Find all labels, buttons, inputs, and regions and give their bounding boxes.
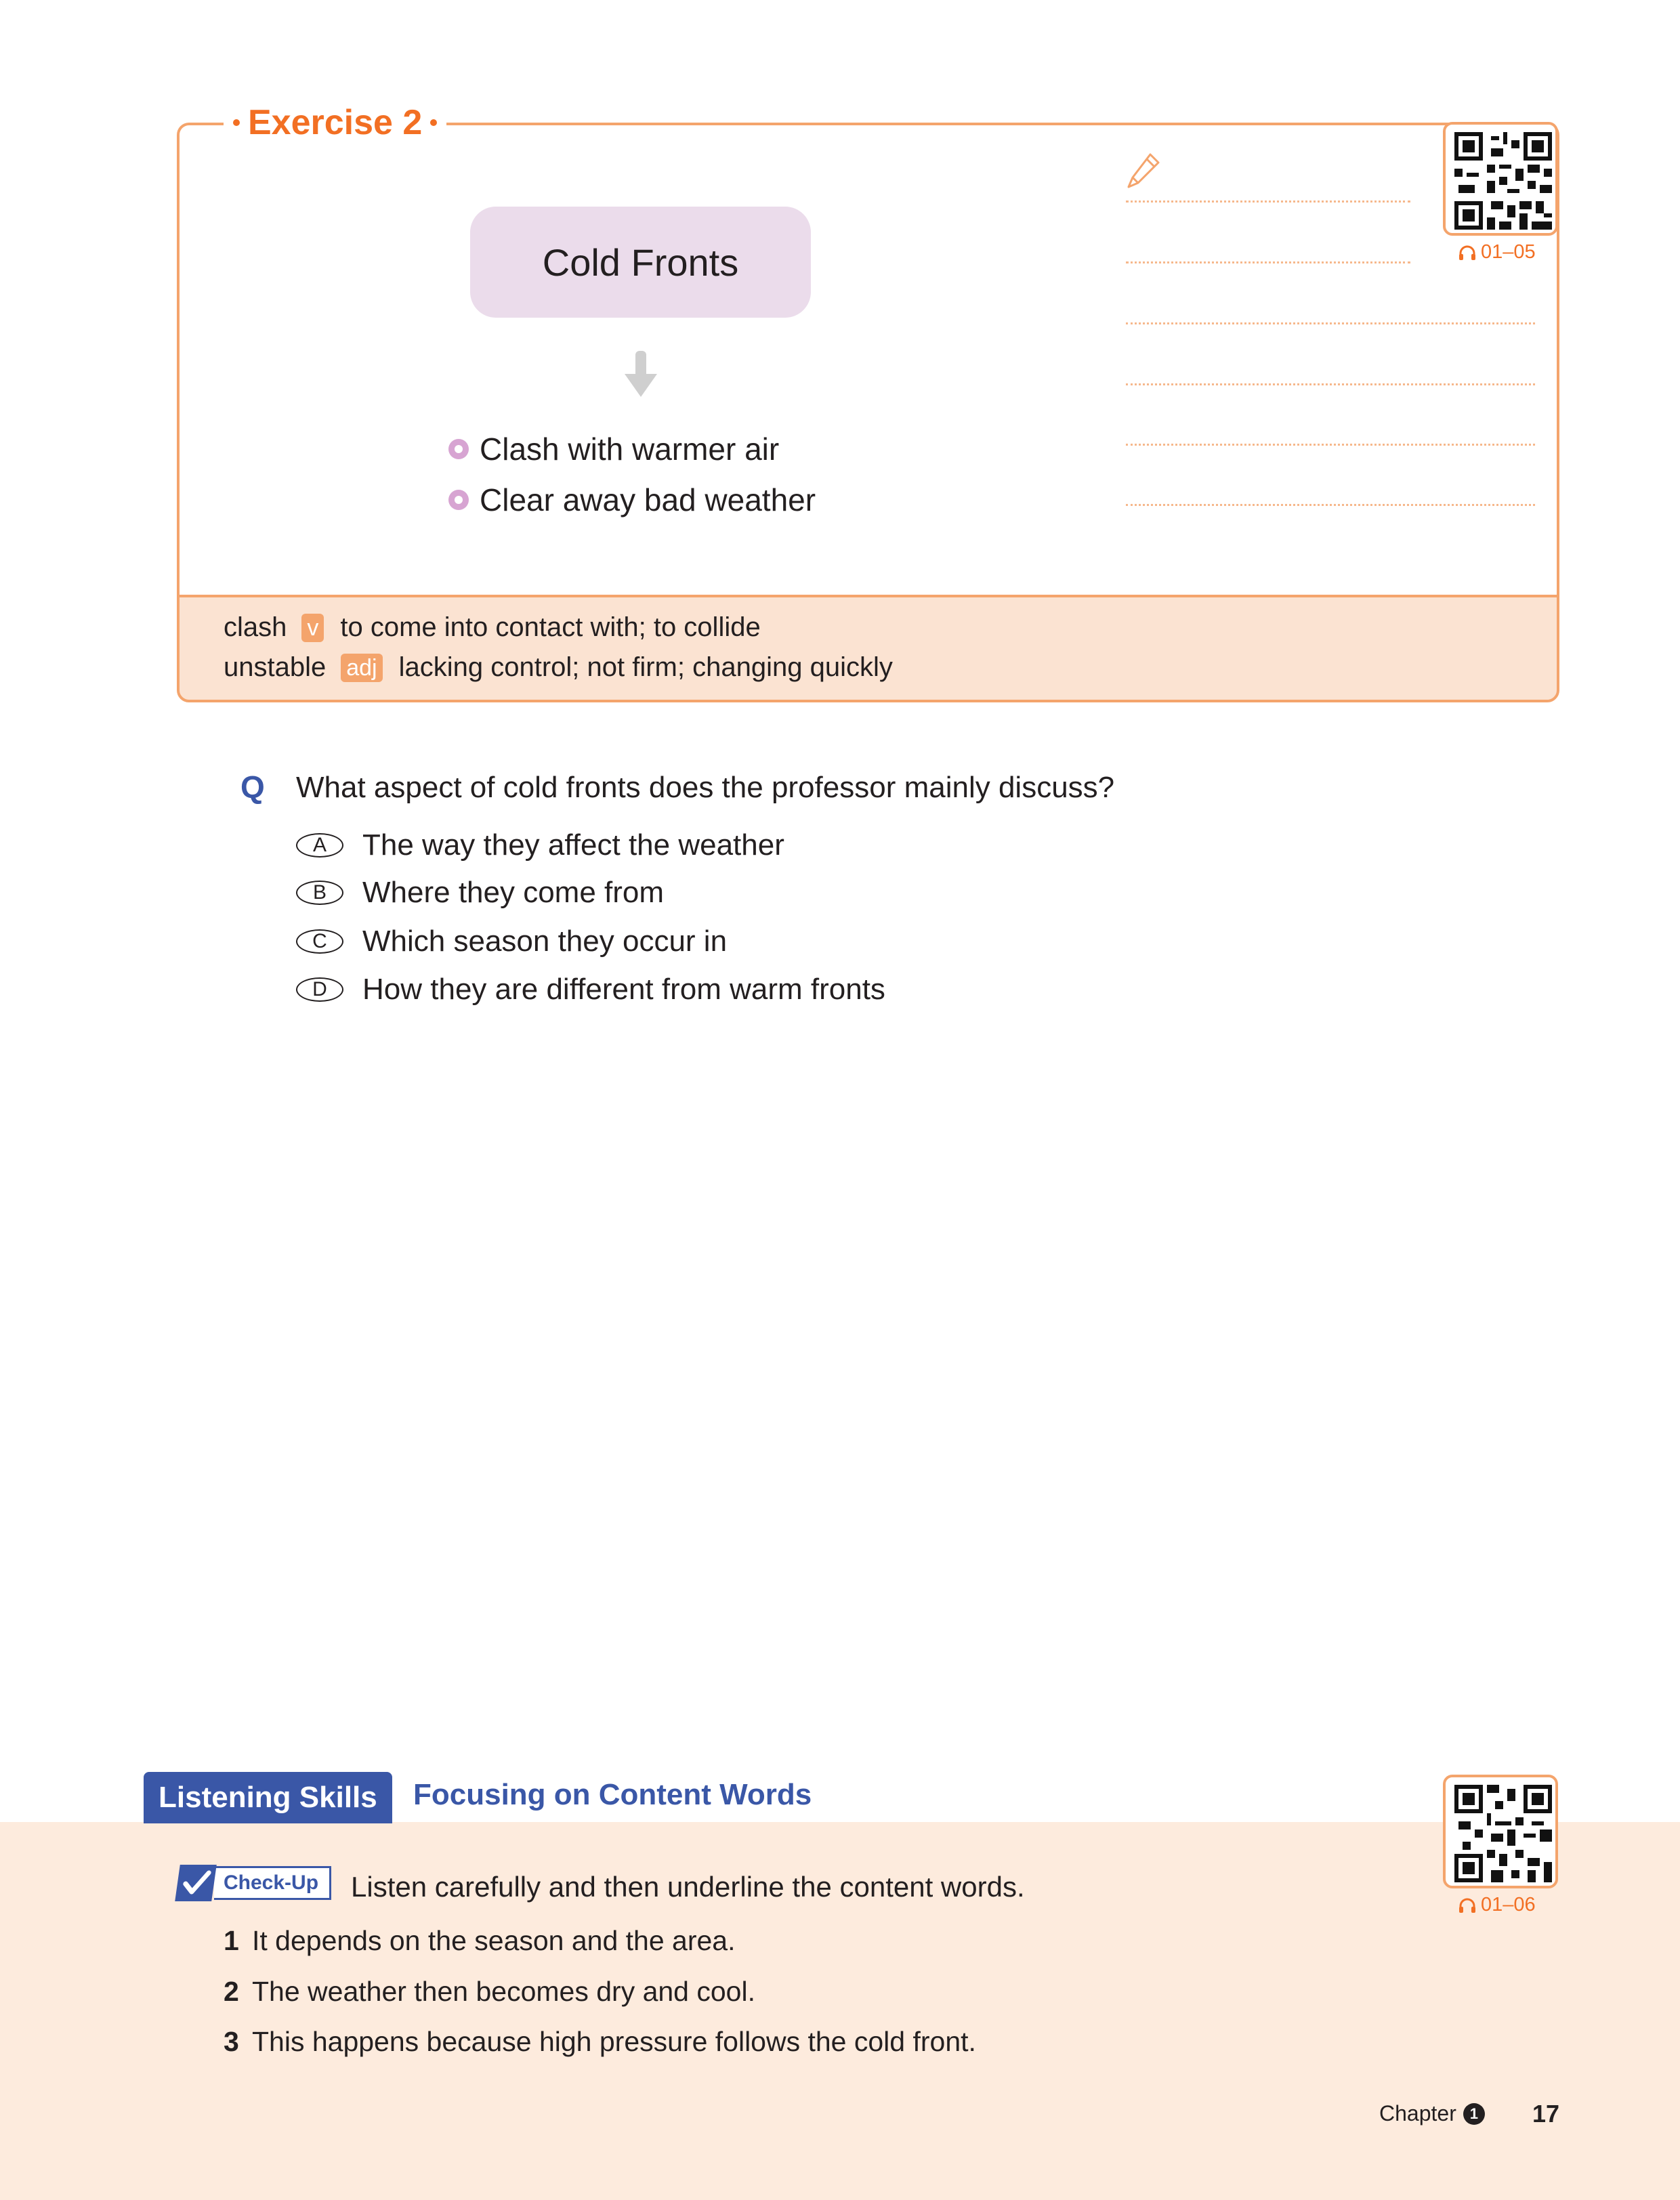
practice-sentence[interactable]	[224, 1925, 736, 1957]
topic-bullet	[448, 431, 779, 467]
exercise-title: Exercise 2	[248, 103, 423, 142]
checkup-instruction: Listen carefully and then underline the content words.	[351, 1871, 1025, 1903]
vocab-definition: to come into contact with; to collide	[340, 612, 761, 642]
option-text: How they are different from warm fronts	[362, 973, 885, 1006]
sentence-number: 3	[224, 2026, 239, 2057]
option-letter-oval[interactable]: B	[296, 881, 343, 905]
checkup-label: Check-Up	[214, 1866, 331, 1900]
sentence-text[interactable]: This happens because high pressure follows the cold front.	[252, 2026, 976, 2057]
vocab-entry	[224, 612, 761, 643]
vocab-word: clash	[224, 612, 287, 642]
vocabulary-panel	[177, 595, 1559, 702]
answer-option[interactable]	[296, 925, 727, 958]
answer-option[interactable]	[296, 876, 664, 910]
note-line[interactable]	[1126, 383, 1535, 385]
part-of-speech-badge: v	[301, 614, 324, 642]
chapter-label: Chapter	[1379, 2101, 1456, 2125]
option-letter-oval[interactable]: D	[296, 977, 343, 1002]
pencil-icon	[1125, 150, 1162, 191]
practice-sentence[interactable]	[224, 1976, 755, 2008]
vocab-definition: lacking control; not firm; changing quickly	[398, 652, 893, 682]
qr-code-icon[interactable]	[1443, 1775, 1558, 1888]
audio-track-label	[1458, 1894, 1536, 1916]
audio-track-number: 01–05	[1481, 241, 1536, 263]
skills-tab: Listening Skills	[144, 1772, 392, 1823]
exercise-header	[224, 102, 446, 144]
note-line[interactable]	[1126, 322, 1535, 324]
down-arrow-icon	[622, 351, 660, 400]
topic-box: Cold Fronts	[470, 207, 811, 318]
headphones-icon	[1458, 244, 1477, 261]
title-dot-left	[233, 119, 240, 126]
checkmark-glyph	[175, 1865, 217, 1901]
bullet-text: Clear away bad weather	[480, 482, 816, 517]
note-line[interactable]	[1126, 200, 1410, 203]
option-text: Which season they occur in	[362, 925, 728, 958]
answer-option[interactable]	[296, 828, 784, 862]
option-letter-oval[interactable]: A	[296, 833, 343, 858]
skills-subtitle: Focusing on Content Words	[413, 1778, 812, 1811]
note-line[interactable]	[1126, 444, 1535, 446]
sentence-number: 2	[224, 1976, 239, 2007]
practice-sentence[interactable]	[224, 2026, 976, 2058]
note-line[interactable]	[1126, 504, 1535, 506]
question-text: What aspect of cold fronts does the professor mainly discuss?	[296, 771, 1115, 804]
qr-pattern	[1454, 1785, 1552, 1882]
audio-track-number: 01–06	[1481, 1894, 1536, 1916]
topic-bullet	[448, 482, 816, 518]
question-label: Q	[240, 769, 265, 805]
bullet-text: Clash with warmer air	[480, 431, 780, 467]
note-line[interactable]	[1126, 261, 1410, 263]
option-text: Where they come from	[362, 876, 665, 909]
bullet-icon	[448, 490, 469, 510]
qr-code-icon[interactable]	[1443, 122, 1558, 236]
qr-pattern	[1454, 132, 1552, 230]
chapter-footer	[1379, 2101, 1485, 2126]
vocab-word: unstable	[224, 652, 327, 682]
checkup-badge	[177, 1864, 331, 1902]
vocab-entry	[224, 652, 893, 683]
bullet-icon	[448, 439, 469, 459]
answer-option[interactable]	[296, 973, 885, 1007]
checkmark-icon	[175, 1865, 217, 1901]
page-number: 17	[1532, 2100, 1560, 2128]
audio-track-label	[1458, 241, 1536, 263]
headphones-icon	[1458, 1897, 1477, 1914]
sentence-text[interactable]: It depends on the season and the area.	[252, 1925, 736, 1956]
part-of-speech-badge: adj	[341, 654, 382, 682]
exercise-box	[177, 123, 1559, 595]
option-text: The way they affect the weather	[362, 828, 784, 862]
title-dot-right	[430, 119, 437, 126]
chapter-number: 1	[1463, 2103, 1485, 2125]
option-letter-oval[interactable]: C	[296, 929, 343, 954]
sentence-text[interactable]: The weather then becomes dry and cool.	[252, 1976, 755, 2007]
sentence-number: 1	[224, 1925, 239, 1956]
